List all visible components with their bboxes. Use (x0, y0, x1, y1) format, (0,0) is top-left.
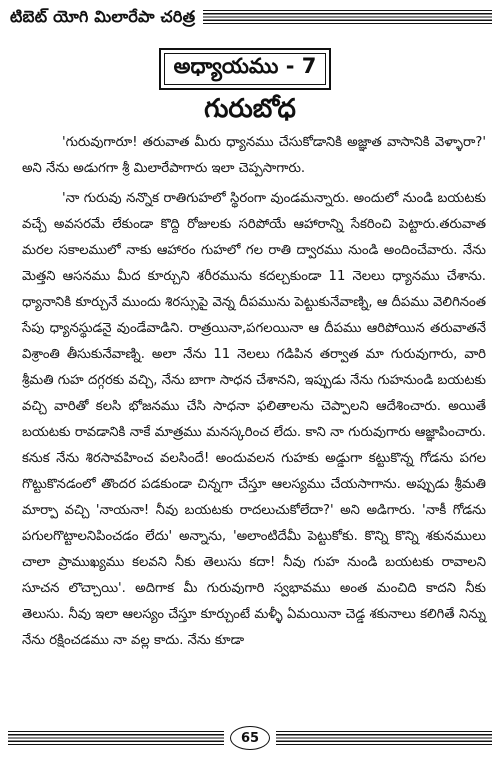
running-header (8, 6, 492, 30)
paragraph: 'గురువుగారూ! తరువాత మీరు ధ్యానము చేసుకోడానికి అజ్ఞాత వాసానికి వెళ్ళారా?' అని నేను అడుగగా శ్రీ మిలారేపాగారు ఇలా చెప్పసాగారు. (22, 135, 486, 176)
footer-rule-left (8, 731, 224, 745)
section-title: గురుబోధ (204, 94, 296, 124)
chapter-title: అధ్యాయము - 7 (173, 54, 317, 78)
footer-rule-right (276, 731, 492, 745)
book-title: టిబెట్ యోగి మిలారేపా చరిత్ర (10, 6, 196, 26)
paragraph: 'నా గురువు నన్నొక రాతిగుహలో స్థిరంగా వుండమన్నారు. అందులో నుండి బయటకు వచ్చే అవసరమే లేకుండా కొద్ది రోజులకు సరిపోయే ఆహారాన్ని సేకరించి పెట్టారు.తరువాత మరల సకాలములో నాకు ఆహారం గుహలో గల రాతి ద్వారము నుండి అందించేవారు. నేను మెత్తని ఆసనము మీద కూర్చుని శరీరమును కదల్చకుండా 11 నెలలు ధ్యానము చేశాను. ధ్యానానికి కూర్చునే ముందు శిరస్సుపై వెన్న దీపమును పెట్టుకునేవాణ్ని, ఆ దీపము వెలిగినంత సేపు ధ్యానస్థుడనై వుండేవాడిని. రాత్రయినా,పగలయినా ఆ దీపము ఆరిపోయిన తరువాతనే విశ్రాంతి తీసుకునేవాణ్ని. అలా నేను 11 నెలలు గడిపిన తర్వాత మా గురువుగారు, వారి శ్రీమతి గుహ దగ్గరకు వచ్చి, నేను బాగా సాధన చేశానని, ఇప్పుడు నేను గుహనుండి బయటకు వచ్చి వారితో కలసి భోజనము చేసి సాధనా ఫలితాలను చెప్పాలని ఆదేశించారు. అయితే బయటకు రావడానికి నాకే మాత్రము మనస్కరించ లేదు. కాని నా గురువుగారు ఆజ్ఞాపించారు. కనుక నేను శిరసావహించ వలసిందే! అందువలన గుహకు అడ్డుగా కట్టుకొన్న గోడను పగల గొట్టుకొనడంలో తొందర పడకుండా చిన్నగా చేస్తూ ఆలస్యము చేయసాగాను. అప్పుడు శ్రీమతి మార్పా వచ్చి 'నాయనా! నీవు బయటకు రాదలుచుకోలేదా?' అని అడిగారు. 'నాకీ గోడను పగులగొట్టాలనిపించడం లేదు' అన్నాను, 'అలాంటిదేమీ పెట్టుకోకు. కొన్ని కొన్ని శకునములు చాలా ప్రాముఖ్యము కలవని నీకు తెలుసు కదా! నీవు గుహ నుండి బయటకు రావాలని సూచన లొచ్చాయి'. అదిగాక మీ గురువుగారి స్వభావము అంత మంచిది కాదని నీకు తెలుసు. నీవు ఇలా ఆలస్యం చేస్తూ కూర్చుంటే మళ్ళీ ఏమయినా చెడ్డ శకునాలు కలిగితే నిన్ను నేను రక్షించడము నా వల్ల కాదు. నేను కూడా (22, 191, 486, 648)
header-rule-lines (203, 10, 492, 26)
chapter-heading-box (159, 48, 331, 90)
footer (8, 724, 492, 752)
body-text (22, 130, 486, 658)
page-number: 65 (230, 726, 270, 750)
